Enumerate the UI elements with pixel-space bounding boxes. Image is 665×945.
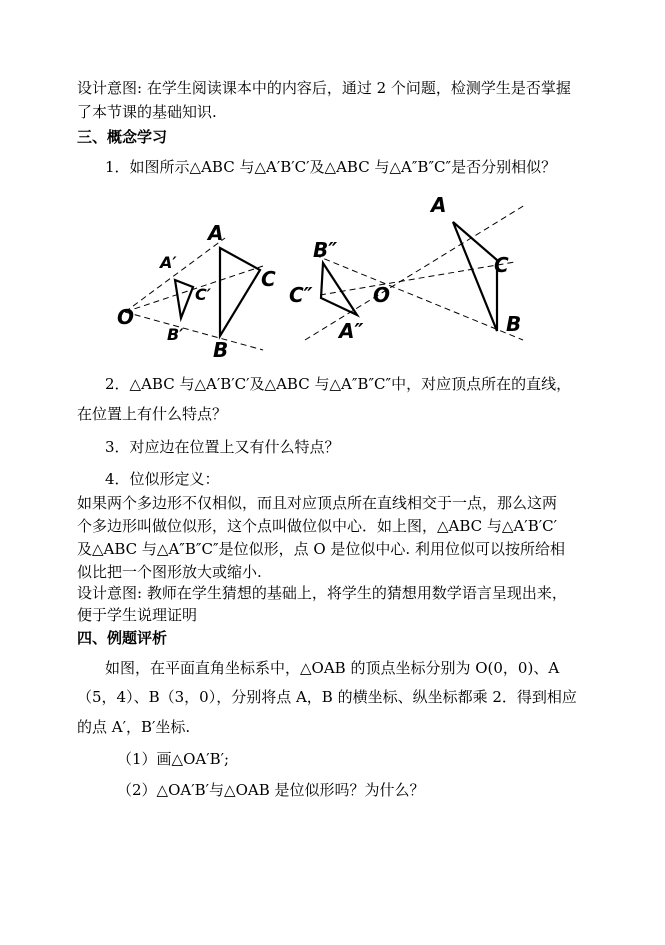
label-c-prime: C′ (195, 285, 211, 304)
label-a-double-prime: A″ (339, 319, 364, 343)
question-2-line-2: 在位置上有什么特点？ (77, 405, 228, 423)
left-dash-line-b (125, 312, 263, 350)
label-b-left: B (213, 338, 229, 360)
label-a-right: A (431, 193, 447, 217)
label-b-prime: B′ (167, 325, 184, 344)
question-3: 3．对应边在位置上又有什么特点？ (105, 438, 340, 456)
label-o-right: O (373, 283, 391, 307)
definition-line-1: 如果两个多边形不仅相似，而且对应顶点所在直线相交于一点，那么这两 (77, 494, 558, 512)
definition-line-2: 个多边形叫做位似形，这个点叫做位似中心．如上图，△ABC 与△A′B′C′ (77, 517, 558, 535)
label-o-left: O (117, 305, 135, 329)
section-3-heading: 三、概念学习 (77, 128, 168, 146)
right-dash-line-c (320, 262, 515, 295)
intent1-line-1: 设计意图: 在学生阅读课本中的内容后，通过 2 个问题，检测学生是否掌握 (77, 79, 571, 97)
example-line-2: （5，4）、B（3，0），分别将点 A，B 的横坐标、纵坐标都乘 2．得到相应 (77, 688, 577, 706)
question-2-line-1: 2．△ABC 与△A′B′C′及△ABC 与△A″B″C″中，对应顶点所在的直线， (105, 375, 572, 393)
label-c-left: C (261, 267, 276, 291)
label-a-left: A (208, 221, 224, 245)
section-4-heading: 四、例题评析 (77, 629, 168, 647)
label-b-double-prime: B″ (313, 238, 338, 262)
label-a-prime: A′ (160, 253, 177, 272)
label-b-right: B (506, 312, 522, 336)
right-large-triangle (453, 222, 497, 331)
question-4: 4．位似形定义： (105, 470, 220, 488)
intent2-line-2: 便于学生说理证明 (77, 606, 198, 624)
definition-line-3: 及△ABC 与△A″B″C″是位似形，点 O 是位似中心. 利用位似可以按所给相 (77, 540, 565, 558)
right-small-triangle (321, 263, 357, 315)
label-c-right: C (494, 253, 509, 277)
sub-question-1: （1）画△OA′B′; (117, 750, 230, 768)
label-c-double-prime: C″ (289, 283, 313, 307)
definition-line-4: 似比把一个图形放大或缩小. (77, 563, 262, 581)
intent1-line-2: 了本节课的基础知识. (77, 103, 217, 121)
example-line-1: 如图，在平面直角坐标系中，△OAB 的顶点坐标分别为 O(0，0)、A (105, 659, 560, 677)
example-line-3: 的点 A′，B′坐标. (77, 718, 191, 736)
left-large-triangle (220, 248, 260, 336)
homothety-figure (115, 190, 535, 360)
left-small-triangle (175, 280, 193, 318)
intent2-line-1: 设计意图: 教师在学生猜想的基础上，将学生的猜想用数学语言呈现出来， (77, 584, 567, 602)
left-dash-line-c (125, 266, 263, 312)
question-1: 1．如图所示△ABC 与△A′B′C′及△ABC 与△A″B″C″是否分别相似？ (105, 158, 557, 176)
sub-question-2: （2）△OA′B′与△OAB 是位似形吗？为什么？ (117, 781, 425, 799)
